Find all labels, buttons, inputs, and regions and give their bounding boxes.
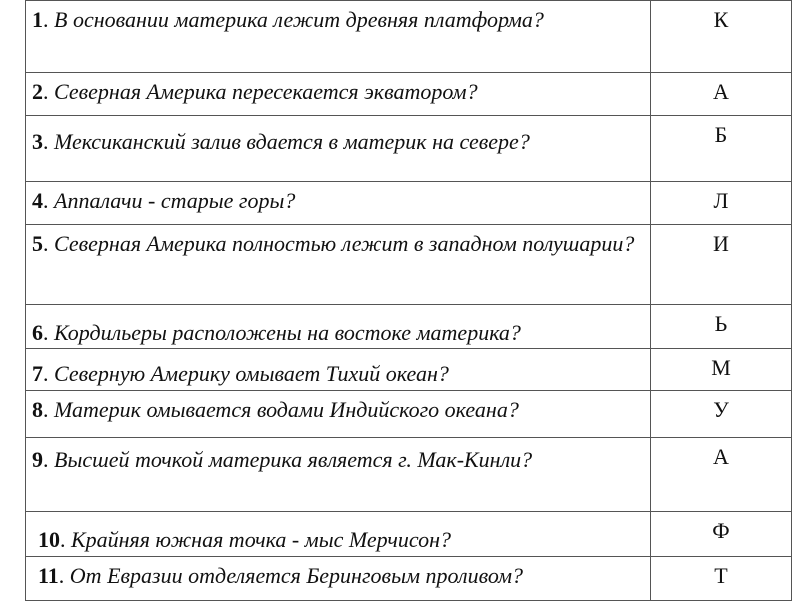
- question-number: 7: [32, 361, 43, 386]
- table-row: [26, 349, 792, 391]
- question-number: 8: [32, 397, 43, 422]
- question-text: В основании материка лежит древняя платформа?: [48, 7, 544, 32]
- question-number: 4: [32, 188, 43, 213]
- quiz-table: [25, 0, 792, 601]
- number-dot: .: [43, 129, 49, 154]
- question-number: 9: [32, 447, 43, 472]
- question-cell: [26, 73, 651, 116]
- question-cell: [26, 182, 651, 225]
- question-text: Материк омывается водами Индийского океана?: [48, 397, 519, 422]
- question-number: 10: [38, 527, 60, 552]
- table-row: [26, 391, 792, 438]
- question-cell: [26, 225, 651, 305]
- table-row: [26, 1, 792, 73]
- question-number: 3: [32, 129, 43, 154]
- answer-letter: Б: [651, 116, 792, 182]
- answer-letter: М: [651, 349, 792, 391]
- answer-letter: К: [651, 1, 792, 73]
- question-cell: [26, 438, 651, 512]
- question-number: 1: [32, 7, 43, 32]
- question-cell: [26, 391, 651, 438]
- number-dot: .: [60, 527, 66, 552]
- question-text: Мексиканский залив вдается в материк на севере?: [48, 129, 530, 154]
- question-text: Аппалачи - старые горы?: [48, 188, 296, 213]
- number-dot: .: [43, 231, 49, 256]
- question-number: 6: [32, 320, 43, 345]
- number-dot: .: [43, 188, 49, 213]
- number-dot: .: [58, 563, 65, 588]
- table-row: [26, 438, 792, 512]
- table-row: [26, 512, 792, 557]
- question-number: 5: [32, 231, 43, 256]
- answer-letter: А: [651, 73, 792, 116]
- table-row: [26, 116, 792, 182]
- question-text: Высшей точкой материка является г. Мак-Кинли?: [48, 447, 533, 472]
- table-row: [26, 182, 792, 225]
- number-dot: .: [43, 7, 49, 32]
- question-text: От Евразии отделяется Беринговым проливом?: [64, 563, 524, 588]
- number-dot: .: [43, 320, 49, 345]
- answer-letter: Л: [651, 182, 792, 225]
- answer-letter: А: [651, 438, 792, 512]
- question-text: Северную Америку омывает Тихий океан?: [48, 361, 449, 386]
- question-cell: [26, 512, 651, 557]
- answer-letter: Ф: [651, 512, 792, 557]
- question-text: Крайняя южная точка - мыс Мерчисон?: [65, 527, 452, 552]
- question-cell: [26, 349, 651, 391]
- number-dot: .: [43, 361, 49, 386]
- question-cell: [26, 557, 651, 601]
- question-cell: [26, 1, 651, 73]
- question-text: Северная Америка полностью лежит в западном полушарии?: [48, 231, 635, 256]
- question-number: 2: [32, 79, 43, 104]
- table-row: [26, 73, 792, 116]
- answer-letter: У: [651, 391, 792, 438]
- table-row: [26, 225, 792, 305]
- question-cell: [26, 305, 651, 349]
- question-number: 11: [38, 563, 59, 588]
- table-row: [26, 305, 792, 349]
- number-dot: .: [43, 79, 49, 104]
- answer-letter: Т: [651, 557, 792, 601]
- question-text: Кордильеры расположены на востоке материка?: [48, 320, 521, 345]
- table-row: [26, 557, 792, 601]
- question-cell: [26, 116, 651, 182]
- answer-letter: Ь: [651, 305, 792, 349]
- question-text: Северная Америка пересекается экватором?: [48, 79, 478, 104]
- number-dot: .: [43, 397, 49, 422]
- number-dot: .: [43, 447, 49, 472]
- answer-letter: И: [651, 225, 792, 305]
